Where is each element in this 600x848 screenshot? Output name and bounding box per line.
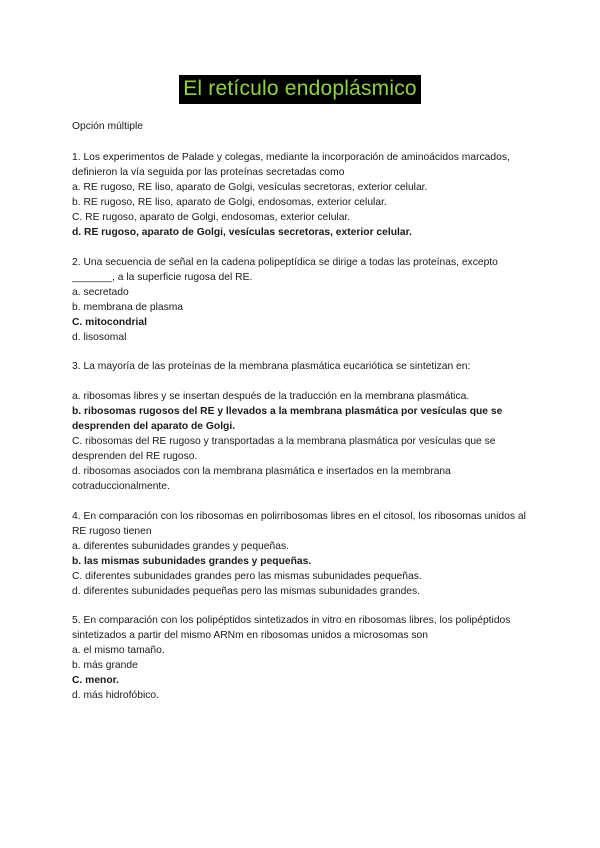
option-b: b. membrana de plasma xyxy=(72,301,184,313)
question-stem: 3. La mayoría de las proteínas de la membrana plasmática eucariótica se sintetizan en: xyxy=(72,361,471,373)
option-c-correct: C. mitocondrial xyxy=(72,316,147,328)
option-b: b. más grande xyxy=(72,660,138,672)
option-d: d. ribosomas asociados con la membrana plasmática e insertados en la membrana cotraduccionalmente. xyxy=(72,466,451,493)
option-d-correct: d. RE rugoso, aparato de Golgi, vesículas secretoras, exterior celular. xyxy=(72,227,412,238)
page-title: El retículo endoplásmico xyxy=(179,75,421,104)
option-a: a. secretado xyxy=(72,286,129,298)
option-c: C. RE rugoso, aparato de Golgi, endosomas, exterior celular. xyxy=(72,212,351,223)
option-c: C. ribosomas del RE rugoso y transportadas a la membrana plasmática por vesículas que se desprenden del RE rugoso. xyxy=(72,436,496,463)
option-b-correct: b. las mismas subunidades grandes y pequeñas. xyxy=(72,555,312,567)
question-1 xyxy=(72,150,532,240)
document-body xyxy=(72,119,532,718)
question-2 xyxy=(72,255,532,345)
question-stem: 4. En comparación con los ribosomas en polirribosomas libres en el citosol, los ribosomas unidos al RE rugoso tienen xyxy=(72,510,526,537)
option-d: d. diferentes subunidades pequeñas pero las mismas subunidades grandes. xyxy=(72,585,421,597)
option-a: a. ribosomas libres y se insertan después de la traducción en la membrana plasmática. xyxy=(72,391,470,403)
title-container xyxy=(0,75,600,104)
question-stem: 5. En comparación con los polipéptidos sintetizados in vitro en ribosomas libres, los polipéptidos sintetizados a partir del mismo ARNm en ribosomas unidos a microsomas son xyxy=(72,615,511,642)
question-4 xyxy=(72,509,532,599)
option-d: d. lisosomal xyxy=(72,331,127,343)
option-c-correct: C. menor. xyxy=(72,675,119,687)
option-c: C. diferentes subunidades grandes pero las mismas subunidades pequeñas. xyxy=(72,570,422,582)
option-a: a. diferentes subunidades grandes y pequeñas. xyxy=(72,540,289,552)
option-a: a. RE rugoso, RE liso, aparato de Golgi, vesículas secretoras, exterior celular. xyxy=(72,182,428,193)
option-b: b. RE rugoso, RE liso, aparato de Golgi, endosomas, exterior celular. xyxy=(72,197,387,208)
option-b-correct: b. ribosomas rugosos del RE y llevados a la membrana plasmática por vesículas que se desprenden del aparato de Golgi. xyxy=(72,406,503,433)
question-stem: 1. Los experimentos de Palade y colegas, mediante la incorporación de aminoácidos marcados, definieron la vía seguida por las proteínas secretadas como xyxy=(72,152,510,178)
section-subtitle: Opción múltiple xyxy=(72,121,143,132)
question-stem: 2. Una secuencia de señal en la cadena polipeptídica se dirige a todas las proteínas, excepto _______, a la superficie rugosa del RE. xyxy=(72,256,498,283)
question-5 xyxy=(72,613,532,703)
option-d: d. más hidrofóbico. xyxy=(72,690,159,702)
option-a: a. el mismo tamaño. xyxy=(72,645,165,657)
question-3 xyxy=(72,359,532,494)
